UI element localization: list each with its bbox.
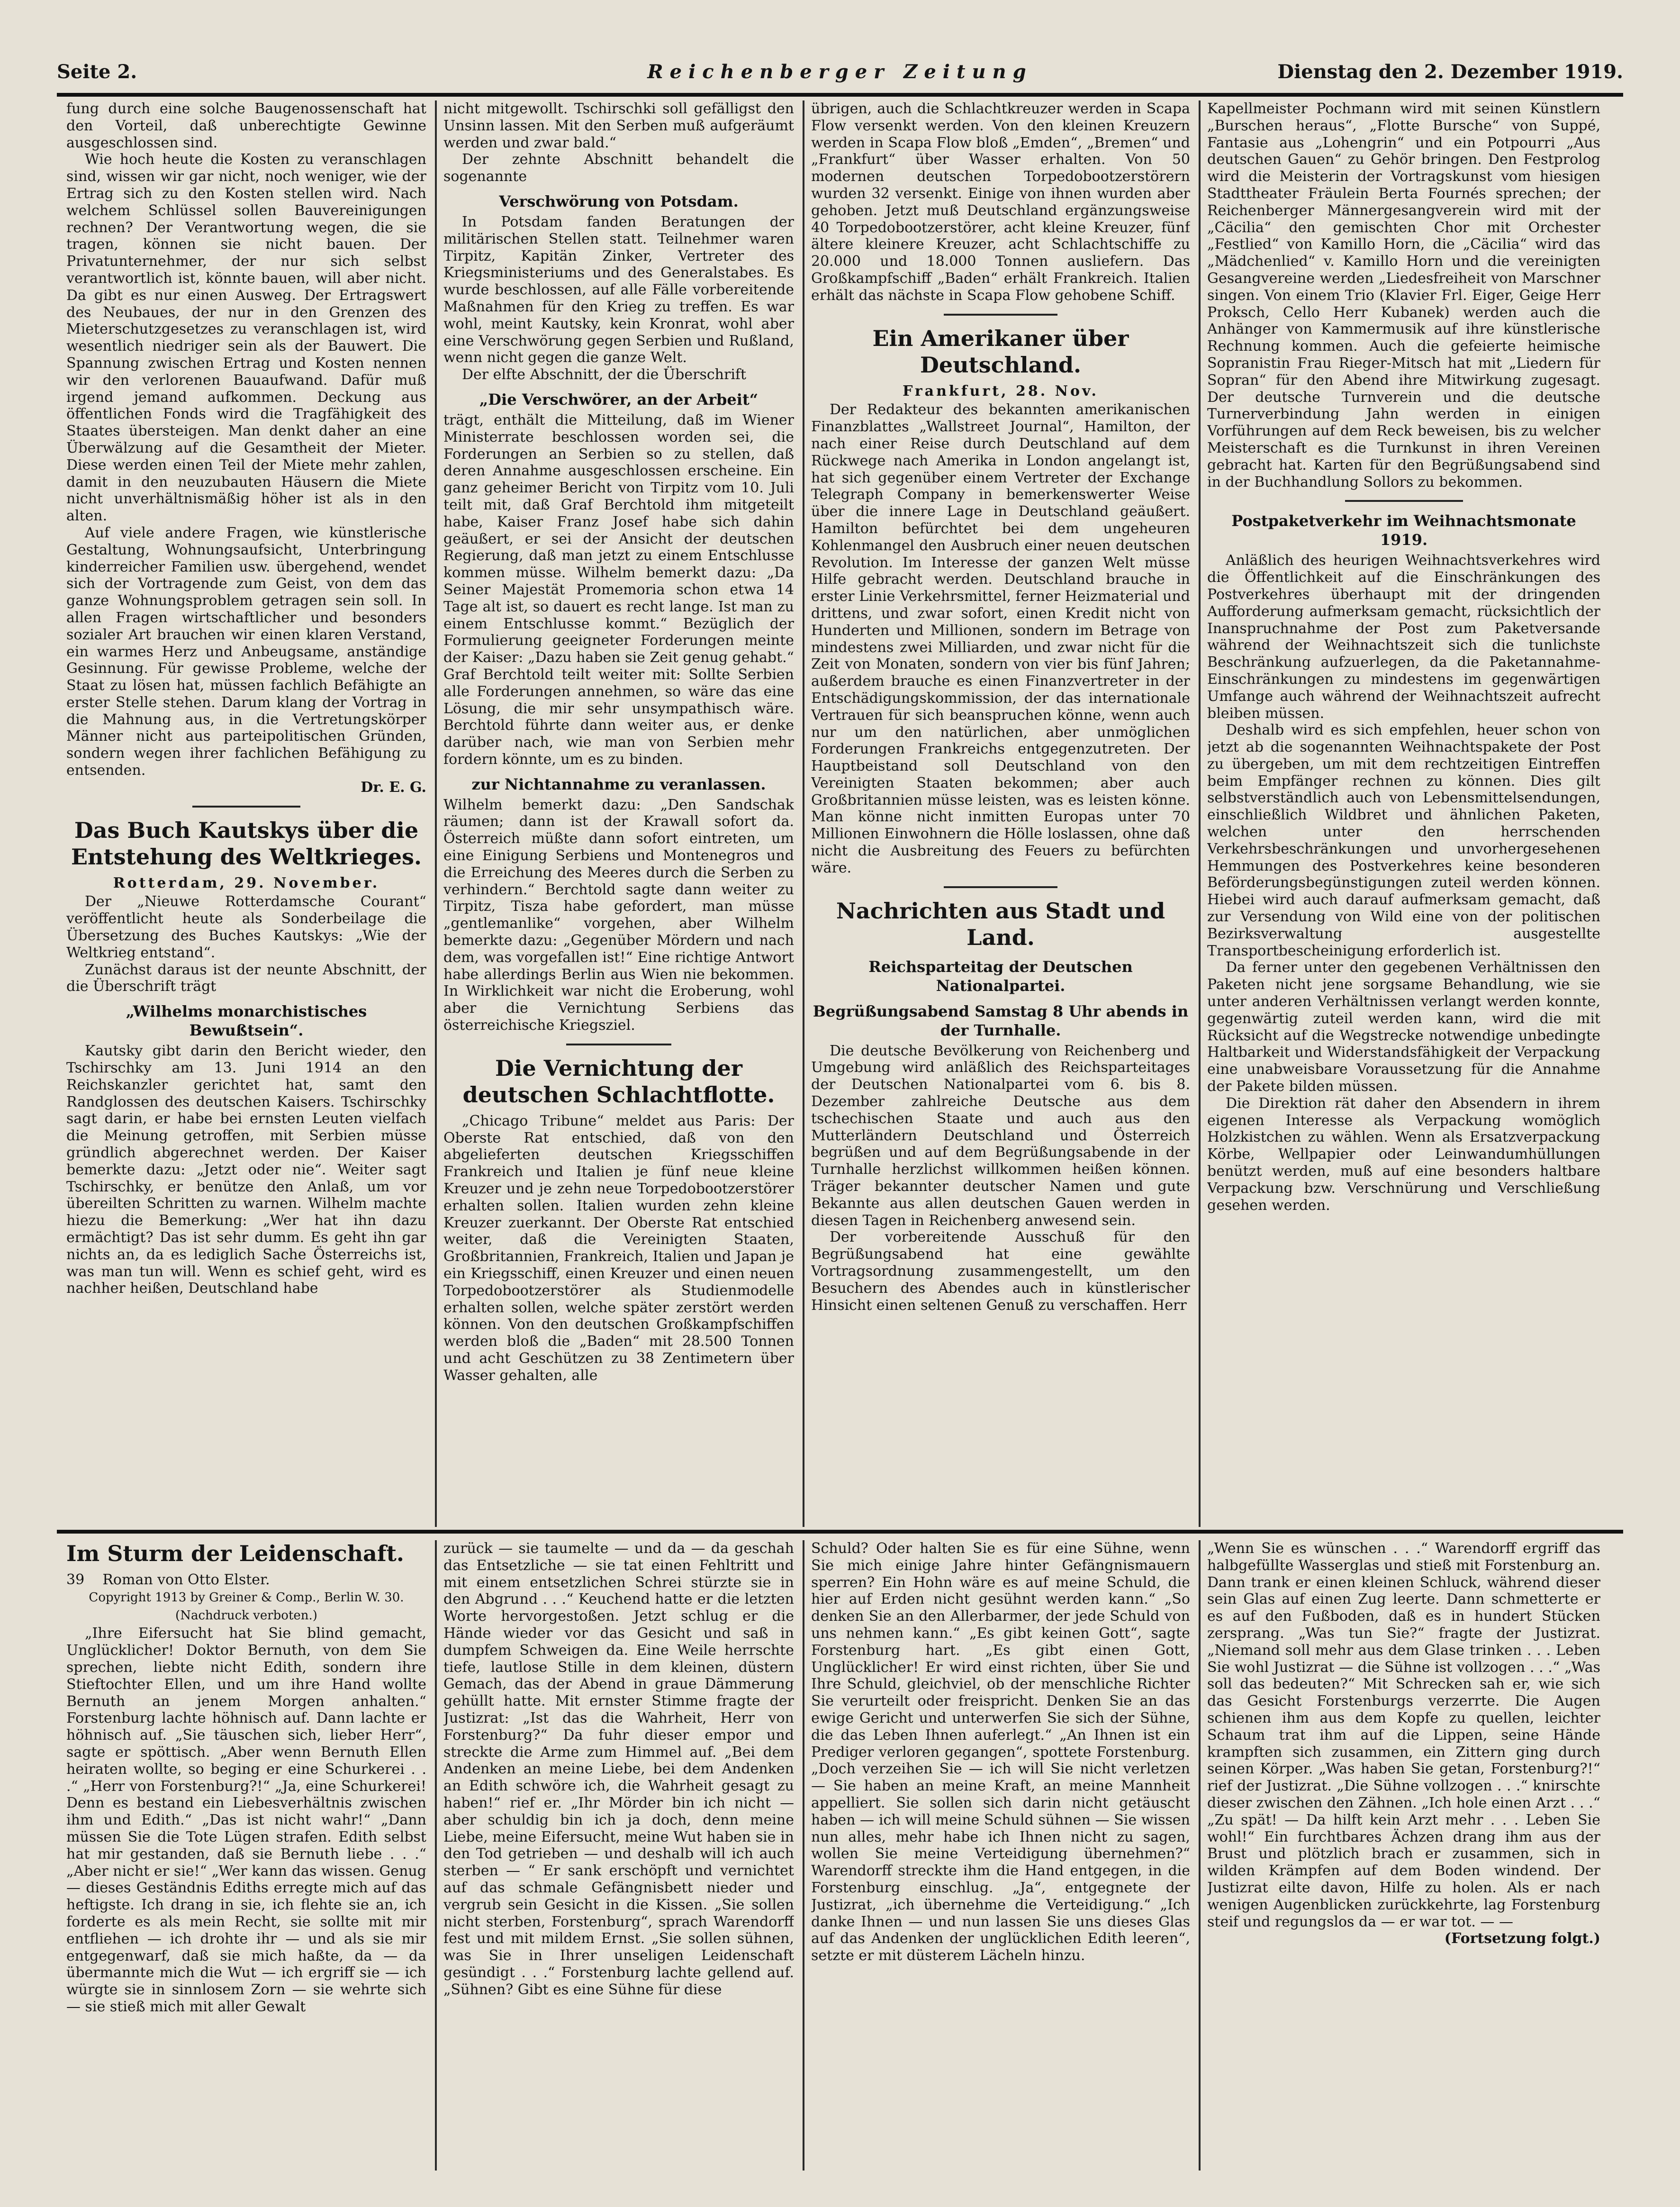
column-3 bbox=[811, 100, 1190, 1527]
divider bbox=[944, 314, 1057, 316]
dateline: Frankfurt, 28. Nov. bbox=[903, 382, 1099, 400]
column-rule bbox=[803, 100, 804, 1527]
installment-number: 39 bbox=[66, 1571, 85, 1588]
paragraph: Die Direktion rät daher den Absendern in ihrem eigenen Interesse als Verpackung womöglich Holzkistchen zu wählen. Wenn als Ersatzverpackung Körbe, Wellpapier oder Leinwandumhüllungen benützt werden, muß auf eine besonders haltbare Verpackung bzw. Verschnürung und Verschließung gesehen werden. bbox=[1207, 1095, 1600, 1214]
divider bbox=[566, 1044, 671, 1045]
feuilleton-column-3 bbox=[811, 1540, 1190, 2171]
headline-amerikaner: Ein Amerikaner über Deutschland. bbox=[872, 325, 1129, 378]
column-rule bbox=[1199, 1540, 1201, 2171]
novel-text: zurück — sie taumelte — und da — da geschah das Entsetzliche — sie tat einen Fehltritt und mit einem entsetzlichen Schrei stürzte sie in den Abgrund . . .“ Keuchend hatte er die letzten Worte hervorgestoßen. Jetzt schlug er die Hände wieder vor das Gesicht und saß in dumpfem Schweigen da. Eine Weile herrschte tiefe, lautlose Stille in dem kleinen, düstern Gemach, das der Abend in graue Dämmerung gehüllt hatte. Mit ernster Stimme fragte der Justizrat: „Ist das die Wahrheit, Herr von Forstenburg?“ Da fuhr dieser empor und streckte die Arme zum Himmel auf. „Bei dem Andenken an meine Liebe, bei dem Andenken an Edith schwöre ich, die Wahrheit gesagt zu haben!“ rief er. „Ihr Mörder bin ich nicht — aber schuldig bin ich ja doch, denn meine Liebe, meine Eifersucht, meine Wut haben sie in den Tod getrieben — und deshalb will ich auch sterben — “ Er sank erschöpft und vernichtet auf das schmale Gefängnisbett nieder und vergrub sein Gesicht in die Kissen. „Sie sollen nicht sterben, Forstenburg“, sprach Warendorff fest und mit mildem Ernst. „Sie sollen sühnen, was Sie in Ihrer unseligen Leidenschaft gesündigt . . .“ Forstenburg lachte gellend auf. „Sühnen? Gibt es eine Sühne für diese bbox=[443, 1540, 794, 1998]
paragraph: Anläßlich des heurigen Weihnachtsverkehres wird die Öffentlichkeit auf die Einschränkungen des Postverkehres überhaupt mit der dringenden Aufforderung aufmerksam gemacht, rücksichtlich der Inanspruchnahme der Post zum Paketversande während der Weihnachtszeit sich die tunlichste Beschränkung aufzuerlegen, da die Paketannahme-Einschränkungen zu mindestens im gegenwärtigen Umfange auch während der Weihnachtszeit aufrecht bleiben müssen. bbox=[1207, 552, 1600, 722]
novel-text: „Ihre Eifersucht hat Sie blind gemacht, Unglücklicher! Doktor Bernuth, von dem Sie sprechen, liebte nicht Edith, sondern ihre Stieftochter Ellen, und um ihre Hand wollte Bernuth an jenem Morgen anhalten.“ Forstenburg lachte höhnisch auf. Dann lachte er höhnisch auf. „Sie täuschen sich, lieber Herr“, sagte er spöttisch. „Aber wenn Bernuth Ellen heiraten wollte, so beging er eine Schurkerei . . .“ „Herr von Forstenburg?!“ „Ja, eine Schurkerei! Denn es bestand ein Liebesverhältnis zwischen ihm und Edith.“ „Das ist nicht wahr!“ „Dann müssen Sie die Tote Lügen strafen. Edith selbst hat mir gestanden, daß sie Bernuth liebe . . .“ „Aber nicht er sie!“ „Wer kann das wissen. Genug — dieses Geständnis Ediths erregte mich auf das heftigste. Ich drang in sie, ich flehte sie an, ich forderte es als mein Recht, sie sollte mit mir entfliehen — ich drohte ihr — und als sie mir entgegenwarf, daß sie mich haßte, da — da übermannte mich die Wut — ich ergriff sie — ich würgte sie in sinnlosem Zorn — sie wehrte sich — sie stieß mich mit aller Gewalt bbox=[66, 1625, 426, 2015]
column-4 bbox=[1207, 100, 1600, 1527]
feuilleton-column-1 bbox=[66, 1540, 426, 2171]
subheading: zur Nichtannahme zu veranlassen. bbox=[471, 775, 766, 793]
divider bbox=[944, 886, 1057, 888]
paragraph: Der Redakteur des bekannten amerikanischen Finanzblattes „Wallstreet Journal“, Hamilton, der nach einer Reise durch Deutschland auf dem Rückwege nach Amerika in London angelangt ist, hat sich gegenüber einem Vertreter der Exchange Telegraph Company in bemerkenswerter Weise über die innere Lage in Deutschland geäußert. Hamilton befürchtet bei dem ungeheuren Kohlenmangel den Ausbruch einer neuen deutschen Revolution. Im Interesse der ganzen Welt müsse Hilfe gebracht werden. Deutschland brauche in erster Linie Verkehrsmittel, ferner Heizmaterial und drittens, und zwar sofort, einen Kredit nicht von Hunderten und Millionen, sondern im Betrage von mindestens zwei Milliarden, und zwar nicht für die Zeit von Monaten, sondern von vier bis fünf Jahren; außerdem brauche es einen Finanzvertreter in der Entschädigungskommission, der das internationale Vertrauen für sich beanspruchen könne, wenn auch nur um den natürlichen, aber unmöglichen Forderungen Frankreichs entgegenzutreten. Der Hauptbeistand soll Deutschland von den Vereinigten Staaten bekommen; aber auch Großbritannien müsse leisten, was es leisten könne. Man könne nicht inmitten Europas unter 70 Millionen Einwohnern die Hölle loslassen, ohne daß nicht die Ausbreitung des Feuers zu befürchten wäre. bbox=[811, 401, 1190, 876]
subheading: „Wilhelms monarchistisches Bewußtsein“. bbox=[126, 1002, 367, 1040]
headline-kautsky: Das Buch Kautskys über die Entstehung des Weltkrieges. bbox=[71, 817, 422, 870]
paragraph: Deshalb wird es sich empfehlen, heuer schon von jetzt ab die sogenannten Weihnachtspakete der Post zu übergeben, um mit dem rechtzeitigen Eintreffen beim Empfänger rechnen zu können. Dies gilt selbstverständlich auch von Lebensmittelsendungen, einschließlich Wildbret und ähnlichen Paketen, welchen unter den herrschenden Verkehrsbeschränkungen und unvorhergesehenen Hemmungen des Postverkehres keine besonderen Beförderungsbegünstigungen zuteil werden können. Hiebei wird auch darauf aufmerksam gemacht, daß zur Versendung von Wild eine von der politischen Bezirksverwaltung ausgestellte Transportbescheinigung erforderlich ist. bbox=[1207, 722, 1600, 959]
paragraph: Kapellmeister Pochmann wird mit seinen Künstlern „Burschen heraus“, „Flotte Bursche“ von Suppé, Fantasie aus „Lohengrin“ und ein Potpourri „Aus deutschen Gauen“ zu Gehör bringen. Den Festprolog wird die Meisterin der Vortragskunst vom hiesigen Stadttheater Fräulein Berta Fournés sprechen; der Reichenberger Männergesangverein wird mit der „Cäcilia“ den gemischten Chor mit Orchester „Festlied“ von Kamillo Horn, die „Cäcilia“ wird das „Mädchenlied“ v. Kamillo Horn und die vereinigten Gesangvereine werden „Liedesfreiheit von Marschner singen. Von einem Trio (Klavier Frl. Eiger, Geige Herr Proksch, Cello Herr Kubanek) werden auch die Anhänger von Kammermusik auf ihre künstlerische Rechnung kommen. Auch die gefeierte heimische Sopranistin Frau Rieger-Mitsch hat mit „Liedern für Sopran“ für den Abend ihre Mitwirkung zugesagt. Der deutsche Turnverein und die deutsche Turnerverbindung Jahn werden in einigen Vorführungen auf dem Reck beweisen, bis zu welcher Meisterschaft es die Turnkunst in ihren Vereinen gebracht hat. Karten für den Begrüßungsabend sind in der Buchhandlung Sollors zu bekommen. bbox=[1207, 100, 1600, 490]
subheading: Reichsparteitag der Deutschen Nationalpartei. bbox=[868, 957, 1133, 995]
paragraph: Der zehnte Abschnitt behandelt die sogenannte bbox=[443, 151, 794, 185]
headline-nachrichten: Nachrichten aus Stadt und Land. bbox=[836, 898, 1165, 950]
column-rule bbox=[435, 100, 437, 1527]
author-signature: Dr. E. G. bbox=[361, 779, 426, 796]
subheading: Begrüßungsabend Samstag 8 Uhr abends in der Turnhalle. bbox=[813, 1002, 1189, 1039]
paragraph: übrigen, auch die Schlachtkreuzer werden in Scapa Flow versenkt werden. Von den kleinen Kreuzern werden in Scapa Flow bloß „Emden“, „Bremen“ und „Frankfurt“ über Wasser erhalten. Von 50 modernen deutschen Torpedobootzerstörern wurden 32 versenkt. Einige von ihnen wurden aber gehoben. Jetzt muß Deutschland ergänzungsweise 40 Torpedobootzerstörer, acht kleine Kreuzer, fünf ältere kleinere Kreuzer, acht Schlachtschiffe zu 20.000 und 18.000 Tonnen ausliefern. Das Großkampfschiff „Baden“ erhält Frankreich. Italien erhält das nächste in Scapa Flow gehobene Schiff. bbox=[811, 100, 1190, 304]
paragraph: In Potsdam fanden Beratungen der militärischen Stellen statt. Teilnehmer waren Tirpitz, Kapitän Zinker, Vertreter des Kriegsministeriums und des Generalstabes. Es wurde beschlossen, auf alle Fälle vorbereitende Maßnahmen für den Krieg zu treffen. Es war wohl, meint Kautsky, kein Kronrat, wohl aber eine Verschwörung gegen Serbien und Rußland, wenn nicht gegen die ganze Welt. bbox=[443, 213, 794, 366]
paragraph: nicht mitgewollt. Tschirschki soll gefälligst den Unsinn lassen. Mit den Serben muß aufgeräumt werden und zwar bald.“ bbox=[443, 100, 794, 151]
feuilleton-column-2 bbox=[443, 1540, 794, 2171]
paragraph: „Chicago Tribune“ meldet aus Paris: Der Oberste Rat entschied, daß von den abgelieferten deutschen Kriegsschiffen Frankreich und Italien je fünf neue kleine Kreuzer und je zehn neue Torpedobootzerstörer erhalten sollen. Italien wurden zehn kleine Kreuzer zuerkannt. Der Oberste Rat entschied weiter, daß die Vereinigten Staaten, Großbritannien, Frankreich, Italien und Japan je ein Kriegsschiff, einen Kreuzer und einen neuen Torpedobootzerstörer als Studienmodelle erhalten sollen, welche später zerstört werden können. Von den deutschen Großkampfschiffen werden bloß die „Baden“ mit 28.500 Tonnen und acht Geschützen zu 38 Zentimetern über Wasser gehalten, alle bbox=[443, 1112, 794, 1384]
reprint-notice: (Nachdruck verboten.) bbox=[175, 1608, 317, 1623]
paragraph: Der elfte Abschnitt, der die Überschrift bbox=[462, 366, 747, 383]
column-2 bbox=[443, 100, 794, 1527]
divider bbox=[1345, 500, 1463, 502]
column-1 bbox=[66, 100, 426, 1527]
column-rule bbox=[435, 1540, 437, 2171]
paragraph: Der „Nieuwe Rotterdamsche Courant“ veröffentlicht heute als Sonderbeilage die Übersetzung des Buches Kautskys: „Wie der Weltkrieg entstand“. bbox=[66, 893, 426, 961]
page-header bbox=[57, 56, 1623, 89]
issue-date: Dienstag den 2. Dezember 1919. bbox=[1277, 61, 1623, 83]
subheading: „Die Verschwörer, an der Arbeit“ bbox=[479, 390, 759, 409]
dateline: Rotterdam, 29. November. bbox=[113, 874, 380, 891]
feuilleton-rule bbox=[57, 1530, 1623, 1534]
paragraph: trägt, enthält die Mitteilung, daß im Wiener Ministerrate beschlossen worden sei, die Forderungen an Serbien so zu stellen, daß deren Annahme ausgeschlossen erscheine. Ein ganz geheimer Bericht von Tirpitz vom 10. Juli teilt mit, daß Graf Berchtold ihm mitgeteilt habe, Kaiser Franz Josef habe sich dahin geäußert, er sei der Ansicht der deutschen Regierung, daß man jetzt zu einem Entschlusse kommen müsse. Wilhelm bemerkt dazu: „Da Seiner Majestät Promemoria schon etwa 14 Tage alt ist, so dauert es recht lange. Ist man zu einem Entschlusse kommt.“ Bezüglich der Formulierung geeigneter Forderungen meinte der Kaiser: „Dazu haben sie Zeit genug gehabt.“ Graf Berchtold teilt weiter mit: Sollte Serbien alle Forderungen annehmen, so wäre das eine Lösung, die mir sehr unsympathisch wäre. Berchtold führte dann weiter aus, er denke darüber nach, wie man von Serbien mehr fordern könnte, um es zu binden. bbox=[443, 411, 794, 768]
header-rule bbox=[57, 93, 1623, 97]
paragraph: Kautsky gibt darin den Bericht wieder, den Tschirschky am 13. Juni 1914 an den Reichskanzler gerichtet hat, samt den Randglossen des deutschen Kaisers. Tschirschky sagt darin, er habe bei ernsten Leuten vielfach die Meinung getroffen, mit Serbien müsse gründlich abgerechnet werden. Der Kaiser bemerkte dazu: „Jetzt oder nie“. Weiter sagt Tschirschky, er benütze den Anlaß, um vor übereilten Schritten zu warnen. Wilhelm machte hiezu die Bemerkung: „Wer hat ihn dazu ermächtigt? Das ist sehr dumm. Es geht ihn gar nichts an, da es lediglich Sache Österreichs ist, was man tun will. Wenn es schief geht, wird es nachher heißen, Deutschland habe bbox=[66, 1043, 426, 1297]
paragraph: Die deutsche Bevölkerung von Reichenberg und Umgebung wird anläßlich des Reichsparteitages der Deutschen Nationalpartei vom 6. bis 8. Dezember zahlreiche Deutsche aus dem tschechischen Staate und auch aus den Mutterländern Deutschland und Österreich begrüßen und auf dem Begrüßungsabende in der Turnhalle herzlichst willkommen heißen können. Träger bekannter deutscher Namen und gute Bekannte aus allen deutschen Gauen werden in diesen Tagen in Reichenberg anwesend sein. bbox=[811, 1042, 1190, 1229]
paragraph: Der vorbereitende Ausschuß für den Begrüßungsabend hat eine gewählte Vortragsordnung zusammengestellt, um den Besuchern des Abendes auch in künstlerischer Hinsicht einen seltenen Genuß zu verschaffen. Herr bbox=[811, 1229, 1190, 1314]
headline-schlachtflotte: Die Vernichtung der deutschen Schlachtflotte. bbox=[462, 1055, 775, 1108]
subheading: Postpaketverkehr im Weihnachtsmonate 1919. bbox=[1231, 512, 1576, 549]
paragraph: Wie hoch heute die Kosten zu veranschlagen sind, wissen wir gar nicht, noch weniger, wie der Ertrag sich zu den Kosten stellen wird. Nach welchem Schlüssel sollen Bauvereinigungen rechnen? Der Verantwortung wegen, die sie tragen, können sie nicht bauen. Der Privatunternehmer, der nur sich selbst verantwortlich ist, könnte bauen, will aber nicht. Da gibt es nur einen Ausweg. Der Ertragswert des Neubaues, der nur in den Grenzen des Mieterschutzgesetzes zu veranschlagen ist, wird wesentlich niedriger sein als der Bauwert. Die Spannung zwischen Ertrag und Kosten nennen wir den verlorenen Bauaufwand. Dafür muß irgend jemand aufkommen. Deckung aus öffentlichen Fonds wird die Tragfähigkeit des Staates übersteigen. Man denkt daher an eine Überwälzung auf die Gesamtheit der Mieter. Diese werden einen Teil der Miete mehr zahlen, damit in den neuzubauten Häusern die Miete nicht unverhältnismäßig höher ist als in den alten. bbox=[66, 151, 426, 525]
novel-byline bbox=[66, 1571, 426, 1589]
novel-text: Schuld? Oder halten Sie es für eine Sühne, wenn Sie mich einige Jahre hinter Gefängnismauern sperren? Ein Hohn wäre es auf meine Schuld, die hier auf Erden nicht gesühnt werden kann.“ „So denken Sie an den Allerbarmer, der jede Schuld von uns nehmen kann.“ „Es gibt keinen Gott“, sagte Forstenburg hart. „Es gibt einen Gott, Unglücklicher! Er wird einst richten, über Sie und Ihre Schuld, gleichviel, ob der menschliche Richter Sie verurteilt oder freispricht. Denken Sie an das ewige Gericht und unterwerfen Sie sich der Sühne, die das Leben Ihnen auferlegt.“ „An Ihnen ist ein Prediger verloren gegangen“, spottete Forstenburg. „Doch verzeihen Sie — ich will Sie nicht verletzen — Sie haben an meine Kraft, an meine Mannheit appelliert. Sie sollen sich darin nicht getäuscht haben — ich will meine Schuld sühnen — Sie wissen nun alles, mehr habe ich Ihnen nicht zu sagen, wollen Sie meine Verteidigung übernehmen?“ Warendorff streckte ihm die Hand entgegen, in die Forstenburg einschlug. „Ja“, entgegnete der Justizrat, „ich übernehme die Verteidigung.“ „Ich danke Ihnen — und nun lassen Sie uns dieses Glas auf das Andenken der unglücklichen Edith leeren“, setzte er mit düsterem Lächeln hinzu. bbox=[811, 1540, 1190, 1964]
copyright-line: Copyright 1913 by Greiner & Comp., Berlin W. 30. bbox=[89, 1590, 404, 1605]
column-rule bbox=[803, 1540, 804, 2171]
novel-text: „Wenn Sie es wünschen . . .“ Warendorff ergriff das halbgefüllte Wasserglas und stieß mit Forstenburg an. Dann trank er einen kleinen Schluck, während dieser sein Glas auf einen Zug leerte. Dann schmetterte er es auf den Fußboden, daß es in hundert Stücken zersprang. „Was tun Sie?“ fragte der Justizrat. „Niemand soll mehr aus dem Glase trinken . . . Leben Sie wohl Justizrat — die Sühne ist vollzogen . . .“ „Was soll das bedeuten?“ Mit Schrecken sah er, wie sich das Gesicht Forstenburgs verzerrte. Die Augen schienen ihm aus dem Kopfe zu quellen, leichter Schaum trat ihm auf die Lippen, seine Hände krampften sich zusammen, ein Zittern ging durch seinen Körper. „Was haben Sie getan, Forstenburg?!“ rief der Justizrat. „Die Sühne vollzogen . . .“ knirschte dieser zwischen den Zähnen. „Ich hole einen Arzt . . .“ „Zu spät! — Da hilft kein Arzt mehr . . . Leben Sie wohl!“ Ein furchtbares Ächzen drang ihm aus der Brust und plötzlich brach er zusammen, sich in wilden Krämpfen auf dem Boden windend. Der Justizrat eilte davon, Hilfe zu holen. Als er nach wenigen Augenblicken zurückkehrte, lag Forstenburg steif und regungslos da — er war tot. — — bbox=[1207, 1540, 1600, 1930]
subheading: Verschwörung von Potsdam. bbox=[499, 192, 739, 210]
continued-notice: (Fortsetzung folgt.) bbox=[1444, 1930, 1600, 1947]
novel-title: Im Sturm der Leidenschaft. bbox=[66, 1541, 404, 1566]
column-rule bbox=[1199, 100, 1201, 1527]
paragraph: fung durch eine solche Baugenossenschaft hat den Vorteil, daß unberechtigte Gewinne ausgeschlossen sind. bbox=[66, 100, 426, 151]
divider bbox=[192, 806, 300, 808]
paragraph: Zunächst daraus ist der neunte Abschnitt, der die Überschrift trägt bbox=[66, 961, 426, 995]
paragraph: Wilhelm bemerkt dazu: „Den Sandschak räumen; dann ist der Krawall sofort da. Österreich müßte dann sofort eintreten, um eine Einigung Serbiens und Montenegros und die Erreichung des Meeres durch die Serben zu verhindern.“ Berchtold sagte dann weiter zu Tirpitz, Tisza habe gefordert, man müsse „gentlemanlike“ vorgehen, aber Wilhelm bemerkte dazu: „Gegenüber Mördern und nach dem, was vorgefallen ist!“ Eine richtige Antwort habe allerdings Berlin aus Wien nie bekommen. In Wirklichkeit war nicht die Eroberung, wohl aber die Vernichtung Serbiens das österreichische Kriegsziel. bbox=[443, 796, 794, 1034]
paragraph: Da ferner unter den gegebenen Verhältnissen den Paketen nicht jene sorgsame Behandlung, wie sie unter anderen Verhältnissen verlangt werden konnte, gegenwärtig zuteil werden kann, wird die mit Rücksicht auf die Wegstrecke notwendige unbedingte Haltbarkeit und Widerstandsfähigkeit der Verpackung eine unabweisbare Voraussetzung für die Annahme der Pakete bilden müssen. bbox=[1207, 959, 1600, 1095]
page-number: Seite 2. bbox=[57, 61, 137, 83]
novel-author: Roman von Otto Elster. bbox=[102, 1571, 270, 1588]
masthead: Reichenberger Zeitung bbox=[647, 61, 1033, 83]
paragraph: Auf viele andere Fragen, wie künstlerische Gestaltung, Wohnungsaufsicht, Unterbringung kinderreicher Familien usw. übergehend, wendet sich der Vortragende zum Geist, von dem das ganze Wohnungsproblem getragen sein soll. In allen Fragen wirtschaftlicher und besonders sozialer Art brauchen wir einen klaren Verstand, ein warmes Herz und Anbeugsame, anständige Gesinnung. Für gewisse Probleme, welche der Staat zu lösen hat, müssen fachlich Befähigte an erster Stelle stehen. Darum klang der Vortrag in die Mahnung aus, in die Vertretungskörper Männer nicht aus parteipolitischen Gründen, sondern wegen ihrer fachlichen Befähigung zu entsenden. bbox=[66, 524, 426, 779]
feuilleton-column-4 bbox=[1207, 1540, 1600, 2171]
